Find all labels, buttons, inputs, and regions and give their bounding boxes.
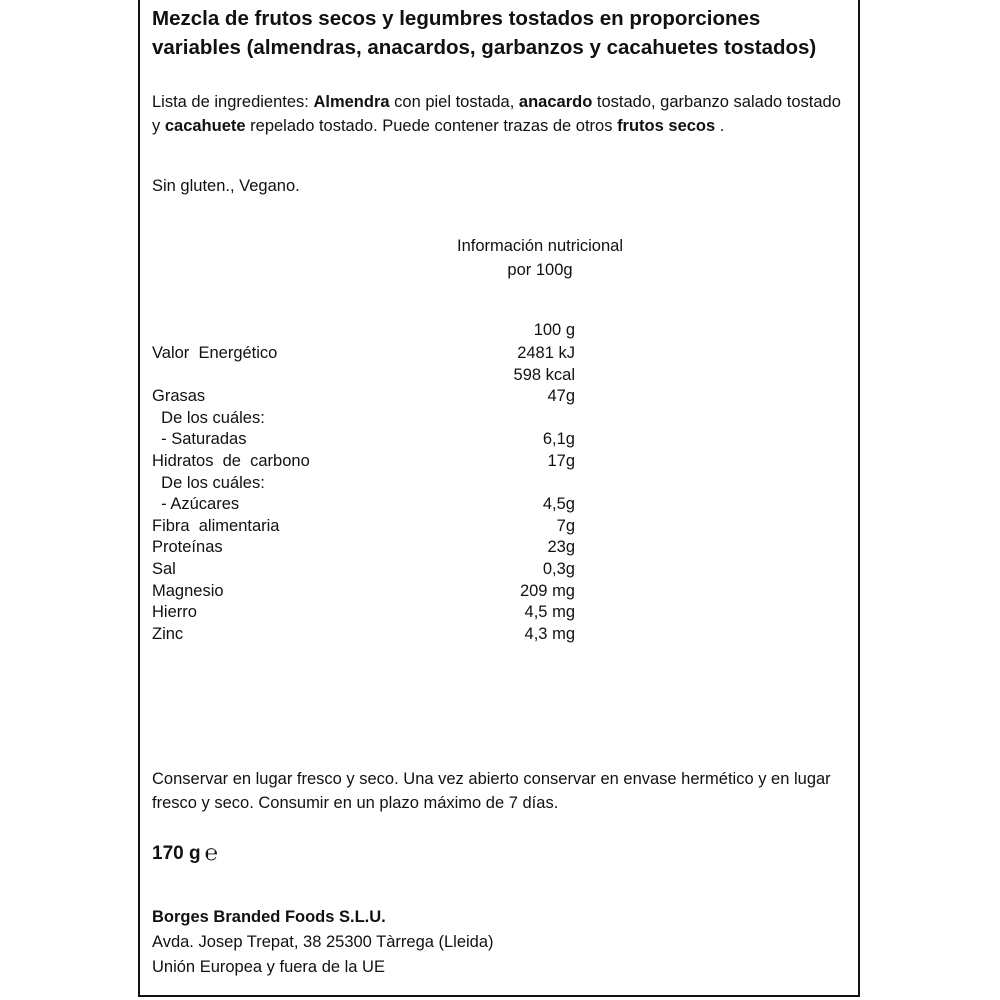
nutrition-header-line1: Información nutricional xyxy=(457,237,623,255)
company-name: Borges Branded Foods S.L.U. xyxy=(152,908,386,926)
company-region: Unión Europea y fuera de la UE xyxy=(152,958,385,976)
nutrition-value: 2481 kJ xyxy=(517,344,575,362)
nutrition-header-line2: por 100g xyxy=(507,261,573,279)
estimated-sign-icon: ℮ xyxy=(204,840,218,865)
ingredients-text-1: con piel tostada, xyxy=(389,93,519,111)
nutrition-column-header: 100 g xyxy=(533,321,575,339)
ingredients-prefix: Lista de ingredientes: xyxy=(152,93,314,111)
allergen-anacardo: anacardo xyxy=(518,93,593,111)
nutrition-label: Valor Energético xyxy=(152,344,278,362)
nutrition-value: 4,5g xyxy=(542,495,575,513)
net-weight xyxy=(152,840,218,866)
nutrition-label: Hierro xyxy=(152,603,197,621)
allergen-cacahuete: cacahuete xyxy=(164,117,246,135)
nutrition-value: 17g xyxy=(547,452,575,470)
allergen-almendra: Almendra xyxy=(313,93,390,111)
nutrition-value: 4,3 mg xyxy=(524,625,575,643)
ingredients-list xyxy=(152,90,852,138)
nutrition-label: De los cuáles: xyxy=(152,474,265,492)
nutrition-label: Proteínas xyxy=(152,538,223,556)
nutrition-value: 6,1g xyxy=(542,430,575,448)
nutrition-label: Fibra alimentaria xyxy=(152,517,280,535)
nutrition-label: Zinc xyxy=(152,625,184,643)
nutrition-value: 47g xyxy=(547,387,575,405)
nutrition-label: - Azúcares xyxy=(152,495,240,513)
nutrition-value: 209 mg xyxy=(519,582,575,600)
nutrition-value: 4,5 mg xyxy=(524,603,575,621)
nutrition-value: 0,3g xyxy=(542,560,575,578)
nutrition-value: 7g xyxy=(556,517,575,535)
ingredients-text-4: . xyxy=(715,117,725,135)
nutrition-label: Magnesio xyxy=(152,582,224,600)
nutrition-value: 598 kcal xyxy=(513,366,575,384)
dietary-claims: Sin gluten., Vegano. xyxy=(152,177,300,195)
nutrition-label: Hidratos de carbono xyxy=(152,452,310,470)
company-address: Avda. Josep Trepat, 38 25300 Tàrrega (Lleida) xyxy=(152,933,494,951)
allergen-frutos-secos: frutos secos xyxy=(617,117,716,135)
nutrition-value: 23g xyxy=(547,538,575,556)
nutrition-label: Sal xyxy=(152,560,176,578)
storage-instructions: Conservar en lugar fresco y seco. Una vez abierto conservar en envase hermético y en lugar fresco y seco. Consumir en un plazo máximo de 7 días. xyxy=(152,770,831,812)
nutrition-label: De los cuáles: xyxy=(152,409,265,427)
nutrition-label: Grasas xyxy=(152,387,206,405)
product-title: Mezcla de frutos secos y legumbres tostados en proporciones variables (almendras, anacardos, garbanzos y cacahuetes tostados) xyxy=(152,7,817,59)
ingredients-text-3: repelado tostado. Puede contener trazas de otros xyxy=(245,117,618,135)
nutrition-header xyxy=(430,234,650,282)
net-weight-value: 170 g xyxy=(152,843,201,864)
nutrition-label: - Saturadas xyxy=(152,430,247,448)
ingredients-text-2: tostado, garbanzo salado tostado y xyxy=(152,93,841,135)
